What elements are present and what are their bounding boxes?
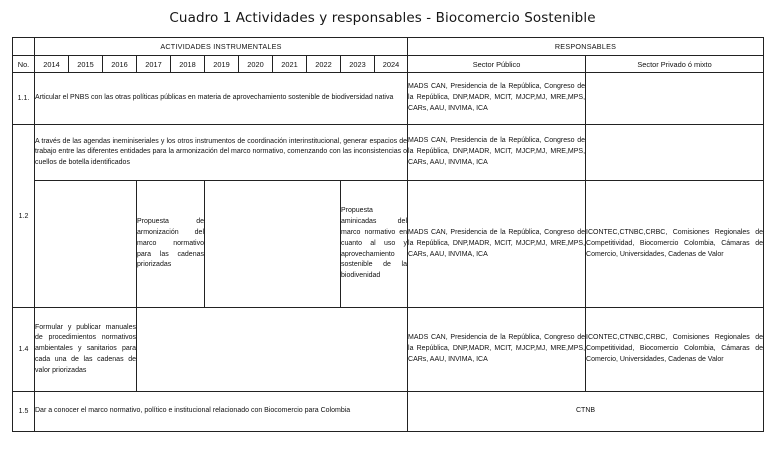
row-sector-privado-1-2: ICONTEC,CTNBC,CRBC, Comisiones Regionales de Competitividad, Biocomercio Colombia, Cámaras de Comercio, Universidades, Cadenas de Valor: [586, 181, 764, 308]
column-header-year-2023: 2023: [341, 56, 375, 73]
band-spacer-cell: [13, 38, 35, 56]
column-header-year-2022: 2022: [307, 56, 341, 73]
band-header-responsables: RESPONSABLES: [408, 38, 764, 56]
row-number-1-4: 1.4: [13, 308, 35, 392]
table-row: [13, 181, 764, 308]
column-header-year-2021: 2021: [273, 56, 307, 73]
table-row: [13, 125, 764, 181]
row-sector-publico-1-2-top: MADS CAN, Presidencia de la República, Congreso de la República, DNP,MADR, MCIT, MJCP,MJ, MRE,MPS, CARs, AAU, INVIMA, ICA: [408, 125, 586, 181]
column-header-year-2020: 2020: [239, 56, 273, 73]
column-header-no: No.: [13, 56, 35, 73]
row-number-1-2: 1.2: [13, 125, 35, 308]
column-header-year-2018: 2018: [171, 56, 205, 73]
row-activity-1-5: Dar a conocer el marco normativo, político e institucional relacionado con Biocomercio para Colombia: [35, 392, 408, 432]
column-header-sector-publico: Sector Público: [408, 56, 586, 73]
row-sector-publico-1-2: MADS CAN, Presidencia de la República, Congreso de la República, DNP,MADR, MCIT, MJCP,MJ, MRE,MPS, CARs, AAU, INVIMA, ICA: [408, 181, 586, 308]
row-sector-privado-1-4: ICONTEC,CTNBC,CRBC, Comisiones Regionales de Competitividad, Biocomercio Colombia, Cámaras de Comercio, Universidades, Cadenas de Valor: [586, 308, 764, 392]
row-1-2-timeline-2014-2016-empty: [35, 181, 137, 308]
band-header-actividades: ACTIVIDADES INSTRUMENTALES: [35, 38, 408, 56]
column-header-year-2014: 2014: [35, 56, 69, 73]
column-header-year-2017: 2017: [137, 56, 171, 73]
row-activity-1-4: Formular y publicar manuales de procedimientos normativos ambientales y sanitarios para cada una de las cadenas de valor priorizadas: [35, 308, 137, 392]
row-1-2-timeline-2019-2022-empty: [205, 181, 341, 308]
table-container: [0, 37, 765, 432]
row-1-2-milestone-2017-2018: Propuesta de armonización del marco normativo para las cadenas priorizadas: [137, 181, 205, 308]
page-title: Cuadro 1 Actividades y responsables - Biocomercio Sostenible: [169, 10, 596, 26]
column-header-sector-privado: Sector Privado ó mixto: [586, 56, 764, 73]
row-responsible-1-5: CTNB: [408, 392, 764, 432]
row-1-2-milestone-2023-2024: Propuesta aminicadas del marco normativo en cuanto al uso y aprovechamiento sostenible de la biodivenidad: [341, 181, 408, 308]
column-header-year-2019: 2019: [205, 56, 239, 73]
row-sector-publico-1-4: MADS CAN, Presidencia de la República, Congreso de la República, DNP,MADR, MCIT, MJCP,MJ, MRE,MPS, CARs, AAU, INVIMA, ICA: [408, 308, 586, 392]
column-header-year-2015: 2015: [69, 56, 103, 73]
table-band-header-row: [13, 38, 764, 56]
table-row: [13, 73, 764, 125]
row-sector-publico-1-1: MADS CAN, Presidencia de la República, Congreso de la República, DNP,MADR, MCIT, MJCP,MJ, MRE,MPS, CARs, AAU, INVIMA, ICA: [408, 73, 586, 125]
row-number-1-1: 1.1.: [13, 73, 35, 125]
row-sector-privado-1-2-top: [586, 125, 764, 181]
table-row: [13, 392, 764, 432]
row-activity-1-2-description: A través de las agendas ineminiseriales y los otros instrumentos de coordinación interinstitucional, generar espacios de trabajo entre las diferentes entidades para la armonización del marco normativo, comenzando con las inconsistencias o cuellos de botella identificados: [35, 125, 408, 181]
row-number-1-5: 1.5: [13, 392, 35, 432]
table-row: [13, 308, 764, 392]
row-1-4-timeline-empty: [137, 308, 408, 392]
row-activity-1-1: Articular el PNBS con las otras políticas públicas en materia de aprovechamiento sostenible de biodiversidad nativa: [35, 73, 408, 125]
table-column-header-row: [13, 56, 764, 73]
activities-responsibles-table: [12, 37, 764, 432]
row-sector-privado-1-1: [586, 73, 764, 125]
column-header-year-2024: 2024: [375, 56, 408, 73]
column-header-year-2016: 2016: [103, 56, 137, 73]
